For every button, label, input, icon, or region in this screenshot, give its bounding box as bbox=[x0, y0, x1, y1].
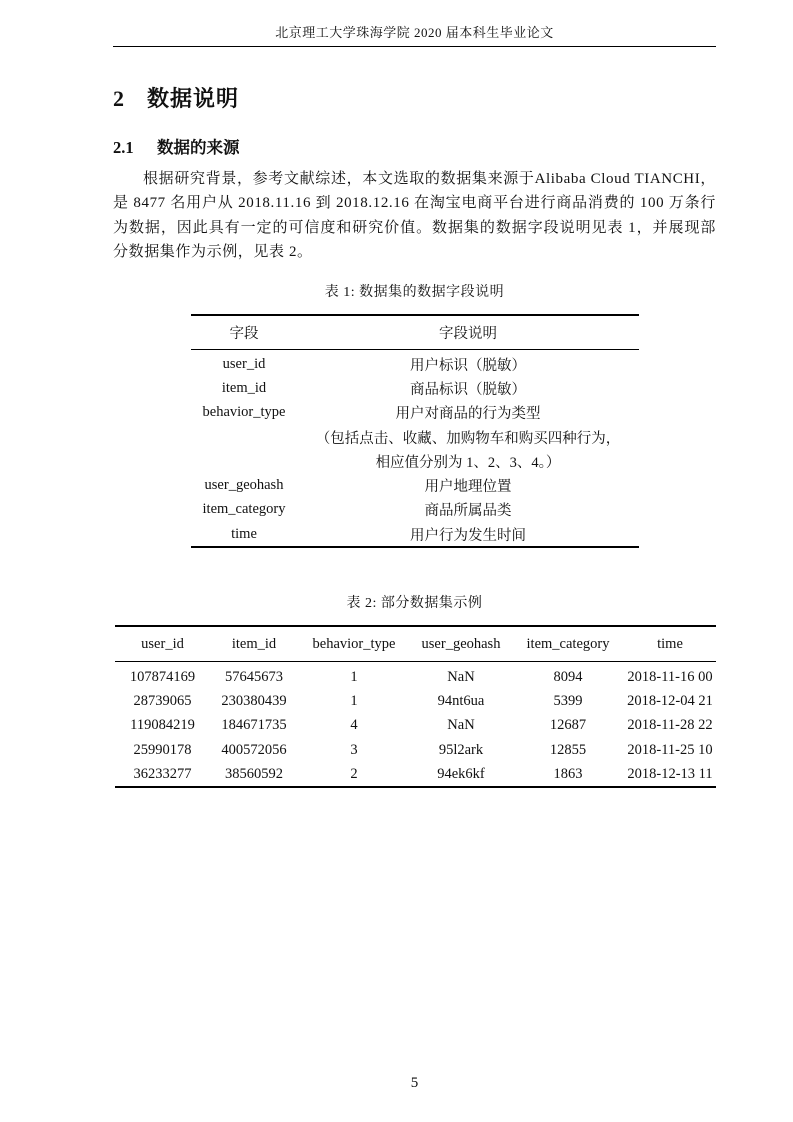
table-row bbox=[115, 762, 716, 787]
table-cell: 38560592 bbox=[225, 765, 283, 782]
table-cell: 12855 bbox=[549, 741, 587, 758]
table-cell: 94ek6kf bbox=[437, 765, 485, 782]
section-number: 2 bbox=[113, 86, 125, 111]
table-cell: 8094 bbox=[553, 668, 583, 685]
table-row bbox=[191, 449, 639, 473]
table-row bbox=[191, 425, 639, 449]
table-cell: 3 bbox=[350, 741, 358, 758]
table-row bbox=[115, 689, 716, 713]
table-cell: 12687 bbox=[549, 717, 587, 734]
table-row bbox=[191, 376, 639, 400]
page-number: 5 bbox=[410, 1075, 419, 1091]
table-header-cell: 字段 bbox=[191, 315, 297, 350]
table-cell: 4 bbox=[350, 717, 358, 734]
table-cell: 用户标识（脱敏） bbox=[410, 357, 526, 374]
table-cell: 用户对商品的行为类型 bbox=[395, 406, 541, 423]
table-cell: behavior_type bbox=[202, 404, 286, 421]
table-cell: 119084219 bbox=[130, 717, 195, 734]
table-row bbox=[115, 738, 716, 762]
table2-caption: 表 2: 部分数据集示例 bbox=[346, 596, 483, 611]
table-row bbox=[191, 498, 639, 522]
table-cell bbox=[191, 449, 297, 473]
table-cell: 2018-11-16 00 bbox=[627, 668, 713, 685]
table-cell: 184671735 bbox=[221, 717, 287, 734]
table-cell: 2018-11-25 10 bbox=[627, 741, 713, 758]
subsection-number: 2.1 bbox=[113, 138, 134, 157]
sample-data-table bbox=[115, 625, 716, 788]
table-cell: 商品标识（脱敏） bbox=[410, 381, 526, 398]
table-body bbox=[115, 662, 716, 788]
table-body bbox=[191, 350, 639, 548]
table-header-cell: 字段说明 bbox=[297, 315, 639, 350]
table-cell: 94nt6ua bbox=[437, 692, 485, 709]
table-cell: 相应值分别为 1、2、3、4。） bbox=[375, 454, 561, 471]
table-cell bbox=[191, 425, 297, 449]
table-cell: 1 bbox=[350, 692, 358, 709]
table-cell: 商品所属品类 bbox=[424, 503, 512, 520]
table-cell: 230380439 bbox=[221, 692, 287, 709]
table-row bbox=[191, 401, 639, 425]
table-cell: time bbox=[231, 525, 257, 542]
table1-caption: 表 1: 数据集的数据字段说明 bbox=[324, 285, 505, 300]
table-cell: item_id bbox=[221, 379, 267, 396]
table-cell: 400572056 bbox=[221, 741, 287, 758]
table-cell: NaN bbox=[447, 717, 475, 734]
table-header-row bbox=[115, 626, 716, 662]
table-cell: 2 bbox=[350, 765, 358, 782]
table-header-cell: time bbox=[624, 626, 716, 662]
table-cell: 用户地理位置 bbox=[424, 479, 512, 496]
table-cell: 2018-11-28 22 bbox=[627, 717, 713, 734]
section-title: 数据说明 bbox=[147, 86, 240, 111]
table-cell: 5399 bbox=[553, 692, 583, 709]
table-cell: 95l2ark bbox=[438, 741, 484, 758]
table-header-cell: behavior_type bbox=[298, 626, 410, 662]
table-header-row bbox=[191, 315, 639, 350]
body-paragraph: 根据研究背景，参考文献综述，本文选取的数据集来源于Alibaba Cloud TIANCHI，是 8477 名用户从 2018.11.16 到 2018.12.16 在淘宝电商平台进行商品消费的 100 万条行为数据，因此具有一定的可信度和研究价值。数据集的数据字段说明见表 1，并展现部分数据集作为示例，见表 2。 bbox=[113, 171, 716, 260]
table-row bbox=[115, 714, 716, 738]
table-cell: 1 bbox=[350, 668, 358, 685]
table-cell: 用户行为发生时间 bbox=[410, 527, 526, 544]
table-header-cell: item_category bbox=[512, 626, 624, 662]
table-cell: 28739065 bbox=[133, 692, 192, 709]
table-cell: （包括点击、收藏、加购物车和购买四种行为， bbox=[315, 430, 621, 447]
table-row bbox=[191, 522, 639, 547]
table-row bbox=[191, 350, 639, 377]
subsection-heading bbox=[113, 134, 240, 158]
table-cell: 1863 bbox=[553, 765, 583, 782]
table-cell: 25990178 bbox=[133, 741, 192, 758]
table-header-cell: item_id bbox=[210, 626, 298, 662]
table-header-cell: user_geohash bbox=[410, 626, 512, 662]
table-cell: user_geohash bbox=[204, 477, 284, 494]
table-row bbox=[115, 662, 716, 690]
table-cell: 2018-12-13 11 bbox=[627, 765, 713, 782]
table-row bbox=[191, 473, 639, 497]
table-cell: user_id bbox=[222, 355, 266, 372]
field-description-table bbox=[191, 314, 639, 548]
table-cell: item_category bbox=[202, 501, 286, 518]
section-heading bbox=[113, 82, 239, 113]
subsection-title: 数据的来源 bbox=[157, 138, 240, 157]
table-cell: 36233277 bbox=[133, 765, 192, 782]
table-cell: 2018-12-04 21 bbox=[627, 692, 713, 709]
table-cell: NaN bbox=[447, 668, 475, 685]
table-cell: 57645673 bbox=[225, 668, 283, 685]
table-cell: 107874169 bbox=[129, 668, 196, 685]
page-header: 北京理工大学珠海学院 2020 届本科生毕业论文 bbox=[113, 22, 716, 47]
table-header-cell: user_id bbox=[115, 626, 210, 662]
